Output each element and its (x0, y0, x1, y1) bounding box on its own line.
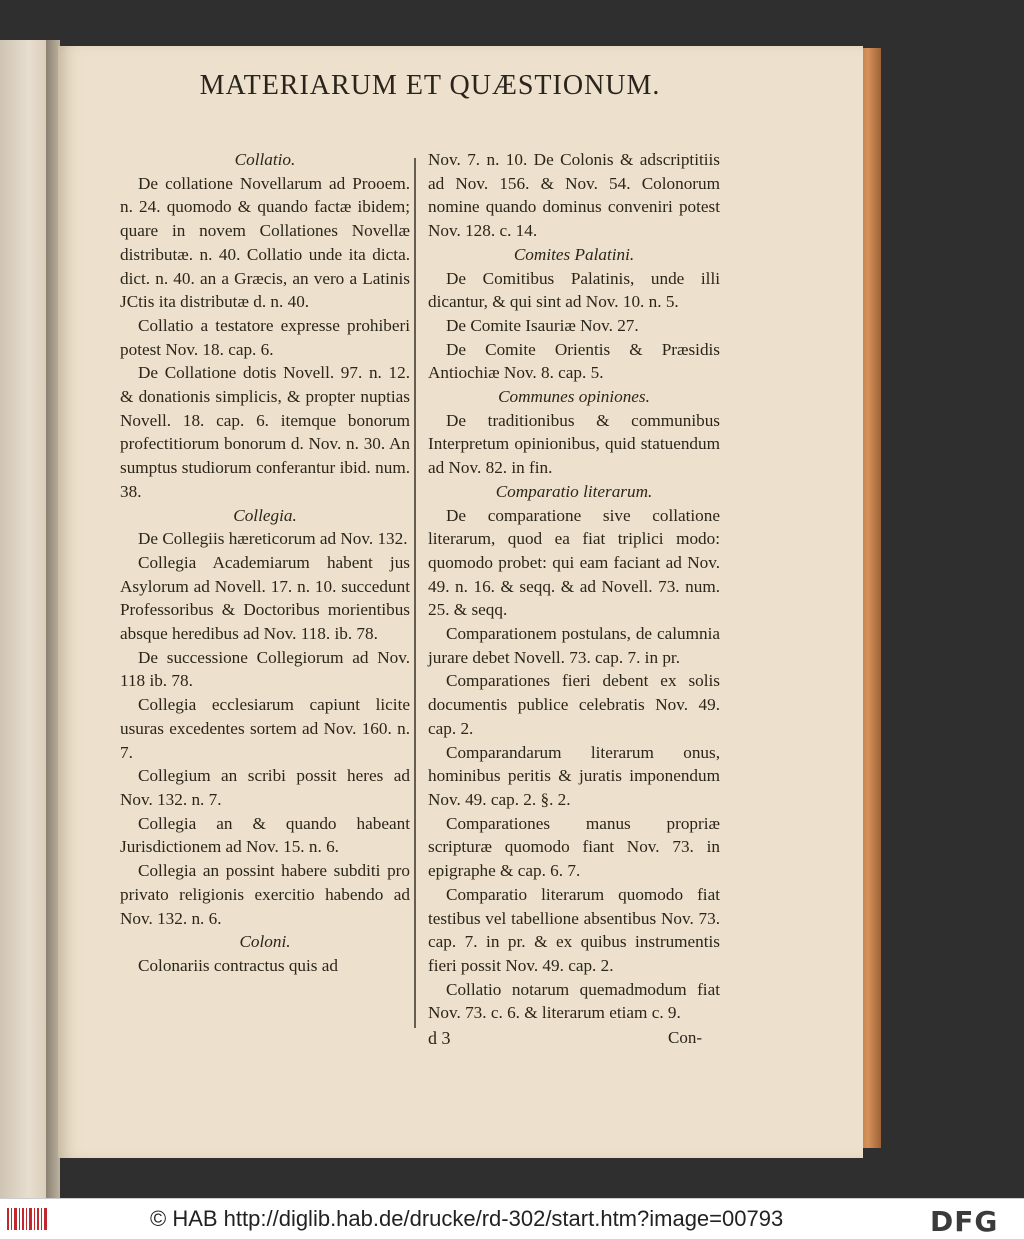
index-entry: Comparandarum literarum onus, hominibus peritis & juratis imponendum Nov. 49. cap. 2. §. 2. (428, 742, 720, 809)
index-entry: De successione Collegiorum ad Nov. 118 ib. 78. (120, 647, 410, 691)
page-heading: MATERIARUM ET QUÆSTIONUM. (199, 70, 661, 101)
index-entry: Collegia an & quando habeant Jurisdictionem ad Nov. 15. n. 6. (120, 813, 410, 857)
index-entry: De Collatione dotis Novell. 97. n. 12. & donationis simplicis, & propter nuptias Novell. 18. cap. 6. itemque bonorum profectitiorum bonorum d. Nov. n. 30. An sumptus studiorum conferantur ibid. num. 38. (120, 363, 410, 501)
index-entry: Collatio a testatore expresse prohiberi potest Nov. 18. cap. 6. (120, 315, 410, 359)
index-entry: Collatio notarum quemadmodum fiat Nov. 73. c. 6. & literarum etiam c. 9. (428, 979, 720, 1023)
catchword: Con- (668, 1028, 702, 1047)
index-entry: De comparatione sive collatione literarum, quod ea fiat triplici modo: quomodo probet: qui eam faciant ad Nov. 49. n. 16. & seqq. & ad Novell. 73. num. 25. & seqq. (428, 505, 720, 620)
index-entry: De Comitibus Palatinis, unde illi dicantur, & qui sint ad Nov. 10. n. 5. (428, 268, 720, 312)
index-entry: Comparationem postulans, de calumnia jurare debet Novell. 73. cap. 7. in pr. (428, 624, 720, 667)
index-entry: Comparationes fieri debent ex solis documentis publice celebratis Nov. 49. cap. 2. (428, 671, 720, 738)
index-heading: Coloni. (239, 932, 291, 952)
index-heading: Communes opiniones. (498, 387, 650, 407)
index-entry: Collegia ecclesiarum capiunt licite usuras excedentes sortem ad Nov. 160. n. 7. (120, 695, 410, 762)
index-entry: Colonariis contractus quis ad (138, 955, 339, 975)
footer-copyright-link[interactable]: © HAB http://diglib.hab.de/drucke/rd-302/start.htm?image=00793 (150, 1206, 784, 1231)
index-entry: Collegia an possint habere subditi pro privato religionis exercitio habendo ad Nov. 132. n. 6. (120, 861, 410, 928)
index-heading: Comparatio literarum. (495, 481, 653, 501)
index-entry: Collegia Academiarum habent jus Asylorum ad Novell. 17. n. 10. succedunt Professoribus & Doctoribus morientibus absque heredibus ad Nov. 118. ib. 78. (120, 552, 410, 644)
index-heading: Collegia. (233, 505, 297, 525)
column-divider (414, 158, 416, 1028)
index-heading: Comites Palatini. (513, 244, 635, 264)
index-entry: Collegium an scribi possit heres ad Nov. 132. n. 7. (120, 766, 410, 809)
index-entry: De Comite Isauriæ Nov. 27. (446, 315, 639, 335)
index-entry: De Comite Orientis & Præsidis Antiochiæ Nov. 8. cap. 5. (428, 339, 720, 383)
index-entry: De collatione Novellarum ad Prooem. n. 24. quomodo & quando factæ ibidem; quare in novem Collationes Novellæ distributæ. n. 40. Collatio unde ita dicta. dict. n. 40. an a Græcis, an vero a Latinis JCtis ita distributæ d. n. 40. (120, 173, 410, 312)
hab-barcode-logo-icon[interactable] (6, 1205, 50, 1233)
right-index-column (428, 148, 720, 1025)
signature-mark: d 3 (428, 1028, 451, 1048)
footer-bar (0, 1198, 1024, 1239)
index-entry: Comparatio literarum quomodo fiat testibus vel tabellione absentibus Nov. 73. cap. 7. in pr. & ex quibus instrumentis fieri possit Nov. 49. cap. 2. (428, 884, 720, 975)
index-entry: Comparationes manus propriæ scripturæ quomodo fiant Nov. 73. in epigraphe & cap. 6. 7. (428, 813, 720, 881)
left-page-edge (0, 40, 48, 1198)
left-index-column (120, 148, 410, 978)
index-entry: Nov. 7. n. 10. De Colonis & adscriptitiis ad Nov. 156. & Nov. 54. Colonorum nomine quando dominus conveniri potest Nov. 128. c. 14. (428, 150, 720, 241)
dfg-logo: DFG (930, 1205, 999, 1238)
index-entry: De Collegiis hæreticorum ad Nov. 132. (138, 529, 408, 549)
index-heading: Collatio. (234, 150, 296, 169)
index-entry: De traditionibus & communibus Interpretum opinionibus, quid statuendum ad Nov. 82. in fin. (428, 410, 720, 478)
